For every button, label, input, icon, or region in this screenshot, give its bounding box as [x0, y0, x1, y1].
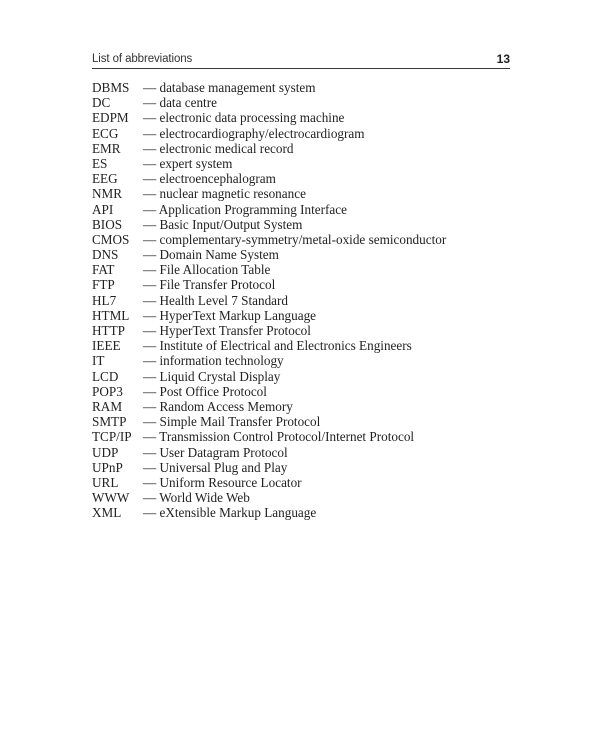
abbreviation-row — [92, 369, 512, 384]
abbreviation-definition: — Basic Input/Output System — [143, 216, 303, 232]
abbreviation-term: HTTP — [92, 323, 125, 338]
abbreviation-definition: — complementary-symmetry/metal-oxide semiconductor — [143, 231, 447, 247]
abbreviation-row — [92, 353, 512, 368]
abbreviation-term: URL — [92, 474, 119, 490]
abbreviation-definition: — File Allocation Table — [143, 262, 271, 278]
abbreviation-row — [92, 156, 512, 171]
abbreviation-term: RAM — [92, 398, 123, 414]
abbreviation-row — [92, 110, 512, 125]
abbreviation-term: FAT — [92, 262, 115, 278]
abbreviation-row — [92, 141, 512, 156]
abbreviation-term: UDP — [92, 444, 119, 460]
abbreviation-term: BIOS — [92, 216, 123, 232]
abbreviation-definition: — HyperText Markup Language — [143, 307, 317, 323]
abbreviation-row — [92, 308, 512, 323]
abbreviation-term: POP3 — [92, 383, 123, 399]
abbreviation-row — [92, 429, 512, 444]
abbreviation-row — [92, 414, 512, 429]
abbreviation-row — [92, 338, 512, 353]
abbreviation-definition: — Institute of Electrical and Electronics Engineers — [143, 338, 412, 354]
abbreviation-term: IEEE — [92, 338, 121, 354]
abbreviation-definition: — World Wide Web — [143, 490, 250, 506]
abbreviation-row — [92, 323, 512, 338]
abbreviation-term: TCP/IP — [92, 429, 132, 445]
abbreviation-row — [92, 293, 512, 308]
abbreviation-term: DBMS — [92, 80, 130, 95]
abbreviation-row — [92, 475, 512, 490]
abbreviation-term: EMR — [92, 140, 121, 156]
abbreviation-row — [92, 505, 512, 520]
abbreviation-row — [92, 247, 512, 262]
abbreviation-row — [92, 384, 512, 399]
abbreviation-term: LCD — [92, 368, 119, 384]
abbreviation-row — [92, 217, 512, 232]
abbreviation-term: SMTP — [92, 414, 127, 430]
abbreviation-definition: — electroencephalogram — [143, 171, 276, 187]
abbreviation-row — [92, 262, 512, 277]
abbreviation-term: FTP — [92, 277, 115, 293]
abbreviation-definition: — electronic data processing machine — [143, 110, 345, 126]
abbreviation-term: EDPM — [92, 110, 129, 126]
abbreviation-term: XML — [92, 505, 122, 521]
abbreviation-definition: — Random Access Memory — [143, 398, 293, 414]
abbreviation-definition: — database management system — [143, 80, 316, 95]
abbreviation-term: HL7 — [92, 292, 117, 308]
abbreviation-term: NMR — [92, 186, 123, 202]
abbreviation-row — [92, 126, 512, 141]
abbreviation-definition: — Health Level 7 Standard — [143, 292, 289, 308]
abbreviation-definition: — HyperText Transfer Protocol — [143, 323, 311, 338]
abbreviation-definition: — expert system — [143, 155, 233, 171]
abbreviation-definition: — electronic medical record — [143, 140, 294, 156]
abbreviation-row — [92, 399, 512, 414]
abbreviation-term: DC — [92, 95, 111, 111]
abbreviation-definition: — Post Office Protocol — [143, 383, 267, 399]
abbreviation-row — [92, 186, 512, 201]
abbreviation-definition: — Simple Mail Transfer Protocol — [143, 414, 321, 430]
abbreviation-row — [92, 202, 512, 217]
abbreviation-definition: — Domain Name System — [143, 247, 279, 263]
abbreviation-term: EEG — [92, 171, 118, 187]
abbreviation-definition: — electrocardiography/electrocardiogram — [143, 125, 365, 141]
abbreviation-definition: — Universal Plug and Play — [143, 459, 288, 475]
abbreviation-term: ECG — [92, 125, 119, 141]
abbreviation-definition: — Uniform Resource Locator — [143, 474, 302, 490]
abbreviation-row — [92, 277, 512, 292]
abbreviation-row — [92, 95, 512, 110]
abbreviation-definition: — File Transfer Protocol — [143, 277, 276, 293]
abbreviation-row — [92, 80, 512, 95]
abbreviation-row — [92, 232, 512, 247]
abbreviation-row — [92, 171, 512, 186]
abbreviation-term: ES — [92, 155, 108, 171]
abbreviation-definition: — Liquid Crystal Display — [143, 368, 281, 384]
abbreviation-definition: — data centre — [143, 95, 217, 111]
abbreviation-definition: — Transmission Control Protocol/Internet Protocol — [143, 429, 415, 445]
abbreviation-term: IT — [92, 353, 105, 369]
abbreviation-term: API — [92, 201, 114, 217]
page-number: 13 — [496, 52, 510, 66]
abbreviation-definition: — nuclear magnetic resonance — [143, 186, 306, 202]
abbreviation-term: DNS — [92, 247, 119, 263]
header-title: List of abbreviations — [92, 53, 193, 65]
abbreviation-definition: — information technology — [143, 353, 284, 369]
abbreviation-row — [92, 445, 512, 460]
abbreviation-list — [92, 80, 512, 520]
abbreviation-term: WWW — [92, 490, 130, 506]
abbreviation-term: CMOS — [92, 231, 130, 247]
abbreviation-definition: — eXtensible Markup Language — [143, 505, 317, 521]
abbreviation-term: HTML — [92, 307, 130, 323]
abbreviation-definition: — User Datagram Protocol — [143, 444, 288, 460]
abbreviation-row — [92, 490, 512, 505]
abbreviation-definition: — Application Programming Interface — [143, 201, 347, 217]
running-header — [92, 52, 510, 69]
abbreviation-term: UPnP — [92, 459, 123, 475]
abbreviation-row — [92, 460, 512, 475]
